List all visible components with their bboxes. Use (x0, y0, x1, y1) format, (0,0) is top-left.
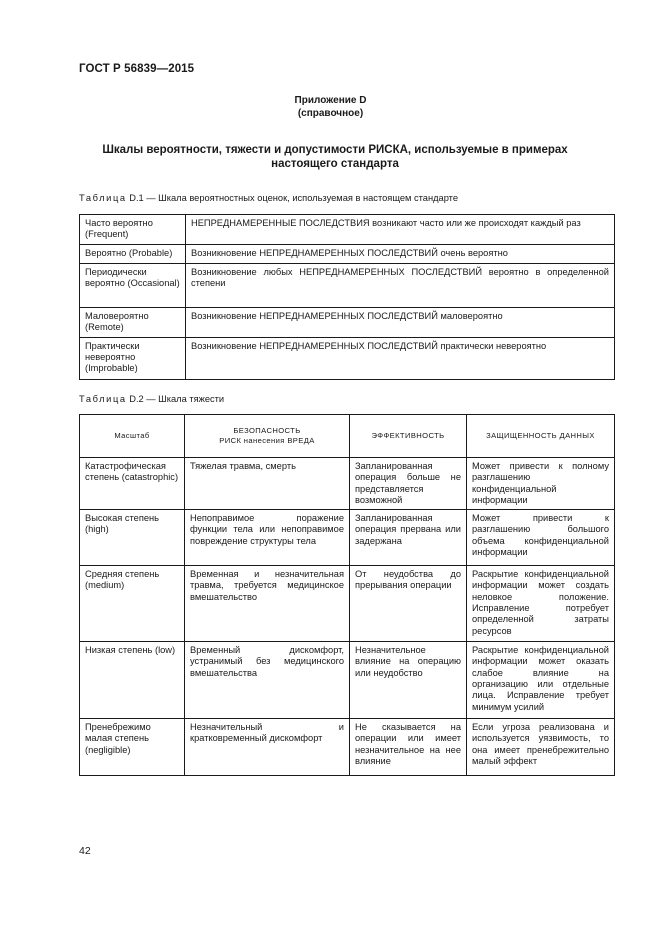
probability-description: Возникновение НЕПРЕДНАМЕРЕННЫХ ПОСЛЕДСТВИЙ практически невероятно (186, 337, 615, 379)
table2-caption-prefix: Таблица (79, 394, 127, 404)
severity-safety: Непоправимое поражение функции тела или непоправимое повреждение структуры тела (185, 510, 350, 566)
severity-safety: Временный дискомфорт, устранимый без медицинского вмешательства (185, 642, 350, 719)
table-row (80, 566, 615, 642)
severity-safety: Временная и незначительная травма, требуется медицинское вмешательство (185, 566, 350, 642)
severity-scale: Высокая степень (high) (80, 510, 185, 566)
probability-description: Возникновение НЕПРЕДНАМЕРЕННЫХ ПОСЛЕДСТВИЙ маловероятно (186, 307, 615, 337)
table-row (80, 215, 615, 245)
appendix-title: Приложение D (294, 95, 367, 106)
table1-caption (79, 193, 458, 203)
severity-safety: Тяжелая травма, смерть (185, 458, 350, 510)
severity-scale: Низкая степень (low) (80, 642, 185, 719)
severity-effectiveness: От неудобства до прерывания операции (350, 566, 467, 642)
severity-safety: Незначительный и кратковременный дискомфорт (185, 719, 350, 776)
severity-scale: Пренебрежимо малая степень (negligible) (80, 719, 185, 776)
table-row (80, 510, 615, 566)
severity-effectiveness: Запланированная операция прервана или задержана (350, 510, 467, 566)
table-row (80, 458, 615, 510)
probability-term: Вероятно (Probable) (80, 244, 186, 263)
severity-effectiveness: Запланированная операция больше не представляется возможной (350, 458, 467, 510)
probability-description: Возникновение любых НЕПРЕДНАМЕРЕННЫХ ПОСЛЕДСТВИЙ вероятно в определенной степени (186, 263, 615, 307)
appendix-note: (справочное) (297, 108, 364, 119)
probability-term: Периодически вероятно (Occasional) (80, 263, 186, 307)
header-effectiveness: ЭФФЕКТИВНОСТЬ (350, 415, 467, 458)
severity-data-security: Раскрытие конфиденциальной информации может оказать слабое влияние на организацию или отдельные лица. Исправление требует минимум усилий (467, 642, 615, 719)
table1-caption-text: D.1 — Шкала вероятностных оценок, используемая в настоящем стандарте (129, 193, 458, 203)
probability-term: Часто вероятно (Frequent) (80, 215, 186, 245)
page-number: 42 (79, 845, 91, 857)
table-row (80, 244, 615, 263)
severity-data-security: Может привести к полному разглашению конфиденциальной информации (467, 458, 615, 510)
severity-data-security: Если угроза реализована и используется уязвимость, то она имеет пренебрежительно малый эффект (467, 719, 615, 776)
table-row (80, 642, 615, 719)
probability-term: Практически невероятно (Improbable) (80, 337, 186, 379)
probability-description: НЕПРЕДНАМЕРЕННЫЕ ПОСЛЕДСТВИЯ возникают часто или же происходят каждый раз (186, 215, 615, 245)
table-row (80, 307, 615, 337)
probability-term: Маловероятно (Remote) (80, 307, 186, 337)
document-code: ГОСТ Р 56839—2015 (79, 63, 195, 75)
header-scale: Масштаб (80, 415, 185, 458)
severity-data-security: Раскрытие конфиденциальной информации может создать неловкое положение. Исправление потребует определенной затраты ресурсов (467, 566, 615, 642)
header-safety: БЕЗОПАСНОСТЬ РИСК нанесения ВРЕДА (185, 415, 350, 458)
section-title: Шкалы вероятности, тяжести и допустимости РИСКА, используемые в примерах настоящего стандарта (102, 144, 568, 170)
header-data-security: ЗАЩИЩЕННОСТЬ ДАННЫХ (467, 415, 615, 458)
table-header-row (80, 415, 615, 458)
probability-scale-table (79, 214, 615, 380)
severity-scale: Катастрофическая степень (catastrophic) (80, 458, 185, 510)
table-row (80, 719, 615, 776)
table1-caption-prefix: Таблица (79, 193, 127, 203)
table2-caption (79, 394, 224, 404)
table2-caption-text: D.2 — Шкала тяжести (129, 394, 225, 404)
severity-effectiveness: Не сказывается на операции или имеет незначительное на нее влияние (350, 719, 467, 776)
severity-effectiveness: Незначительное влияние на операцию или неудобство (350, 642, 467, 719)
table-row (80, 263, 615, 307)
probability-description: Возникновение НЕПРЕДНАМЕРЕННЫХ ПОСЛЕДСТВИЙ очень вероятно (186, 244, 615, 263)
severity-data-security: Может привести к разглашению большого объема конфиденциальной информации (467, 510, 615, 566)
severity-scale: Средняя степень (medium) (80, 566, 185, 642)
table-row (80, 337, 615, 379)
appendix-heading (0, 94, 661, 120)
severity-scale-table (79, 414, 615, 776)
